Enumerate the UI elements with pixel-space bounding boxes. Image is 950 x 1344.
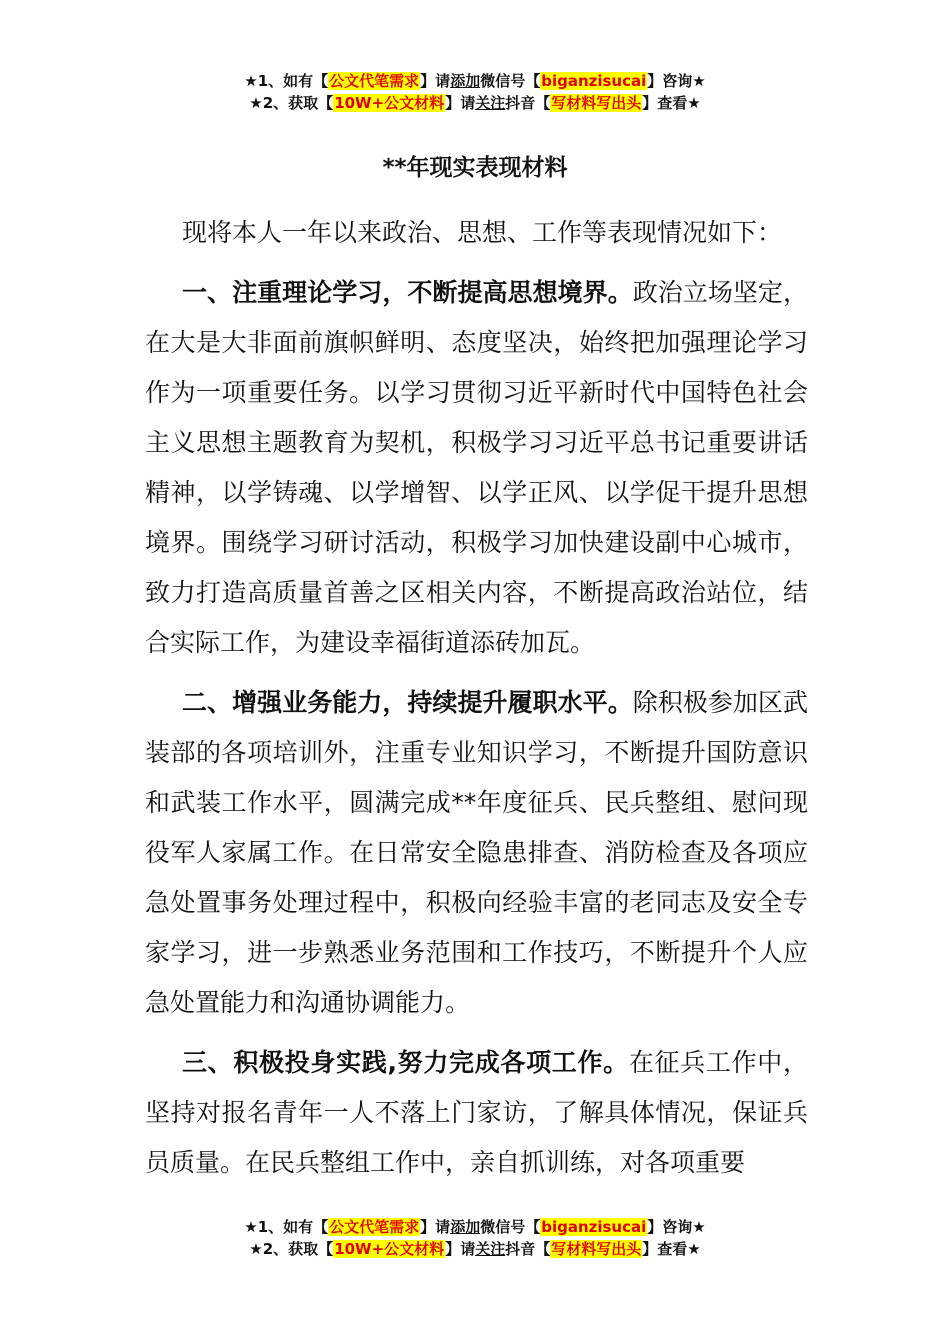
banner-emphasis: 添加	[450, 1218, 481, 1236]
banner-text: 】请	[445, 1240, 476, 1258]
highlight-douyin: 写材料写出头	[551, 94, 642, 112]
banner-emphasis: 添加	[450, 72, 481, 90]
highlight-wechat-id: biganzisucai	[541, 72, 647, 90]
highlight-materials: 10W+公文材料	[334, 1240, 445, 1258]
highlight-service: 公文代笔需求	[329, 1218, 420, 1236]
banner-text: 抖音【	[505, 1240, 551, 1258]
highlight-materials: 10W+公文材料	[334, 94, 445, 112]
section-2-body: 除积极参加区武装部的各项培训外，注重专业知识学习，不断提升国防意识和武装工作水平，圆满完成**年度征兵、民兵整组、慰问现役军人家属工作。在日常安全隐患排查、消防检查及各项应急处置事务处理过程中，积极向经验丰富的老同志及安全专家学习，进一步熟悉业务范围和工作技巧，不断提升个人应急处置能力和沟通协调能力。	[145, 688, 808, 1017]
banner-text: 】咨询★	[647, 1218, 706, 1236]
banner-text: 微信号【	[480, 1218, 541, 1236]
banner-text: ★2、获取【	[249, 94, 334, 112]
section-1-heading: 一、注重理论学习，不断提高思想境界。	[182, 278, 633, 307]
intro-paragraph: 现将本人一年以来政治、思想、工作等表现情况如下：	[182, 218, 783, 247]
header-banner	[0, 70, 950, 114]
footer-banner	[0, 1216, 950, 1260]
banner-line-1	[0, 70, 950, 92]
banner-emphasis: 关注	[475, 1240, 506, 1258]
section-3-paragraph	[145, 1038, 808, 1188]
highlight-wechat-id: biganzisucai	[541, 1218, 647, 1236]
banner-text: 抖音【	[505, 94, 551, 112]
document-title: **年现实表现材料	[382, 155, 568, 181]
highlight-douyin: 写材料写出头	[551, 1240, 642, 1258]
highlight-service: 公文代笔需求	[329, 72, 420, 90]
banner-text: ★1、如有【	[244, 72, 329, 90]
section-3-heading: 三、积极投身实践,努力完成各项工作。	[182, 1048, 629, 1077]
banner-text: ★1、如有【	[244, 1218, 329, 1236]
section-3-body: 在征兵工作中，坚持对报名青年一人不落上门家访，了解具体情况，保证兵员质量。在民兵整组工作中，亲自抓训练，对各项重要	[145, 1048, 808, 1177]
banner-line-2	[0, 1238, 950, 1260]
banner-text: 】咨询★	[647, 72, 706, 90]
banner-text: 】请	[445, 94, 476, 112]
document-body	[145, 208, 808, 1188]
banner-text: 】请	[420, 1218, 451, 1236]
banner-emphasis: 关注	[475, 94, 506, 112]
section-2-heading: 二、增强业务能力，持续提升履职水平。	[182, 688, 633, 717]
banner-text: 】查看★	[642, 1240, 701, 1258]
banner-text: 】查看★	[642, 94, 701, 112]
banner-text: ★2、获取【	[249, 1240, 334, 1258]
banner-line-2	[0, 92, 950, 114]
banner-text: 】请	[420, 72, 451, 90]
banner-line-1	[0, 1216, 950, 1238]
section-2-paragraph	[145, 678, 808, 1028]
section-1-paragraph	[145, 268, 808, 668]
section-1-body: 政治立场坚定，在大是大非面前旗帜鲜明、态度坚决，始终把加强理论学习作为一项重要任务。以学习贯彻习近平新时代中国特色社会主义思想主题教育为契机，积极学习习近平总书记重要讲话精神，以学铸魂、以学增智、以学正风、以学促干提升思想境界。围绕学习研讨活动，积极学习加快建设副中心城市，致力打造高质量首善之区相关内容，不断提高政治站位，结合实际工作，为建设幸福街道添砖加瓦。	[145, 278, 808, 657]
banner-text: 微信号【	[480, 72, 541, 90]
